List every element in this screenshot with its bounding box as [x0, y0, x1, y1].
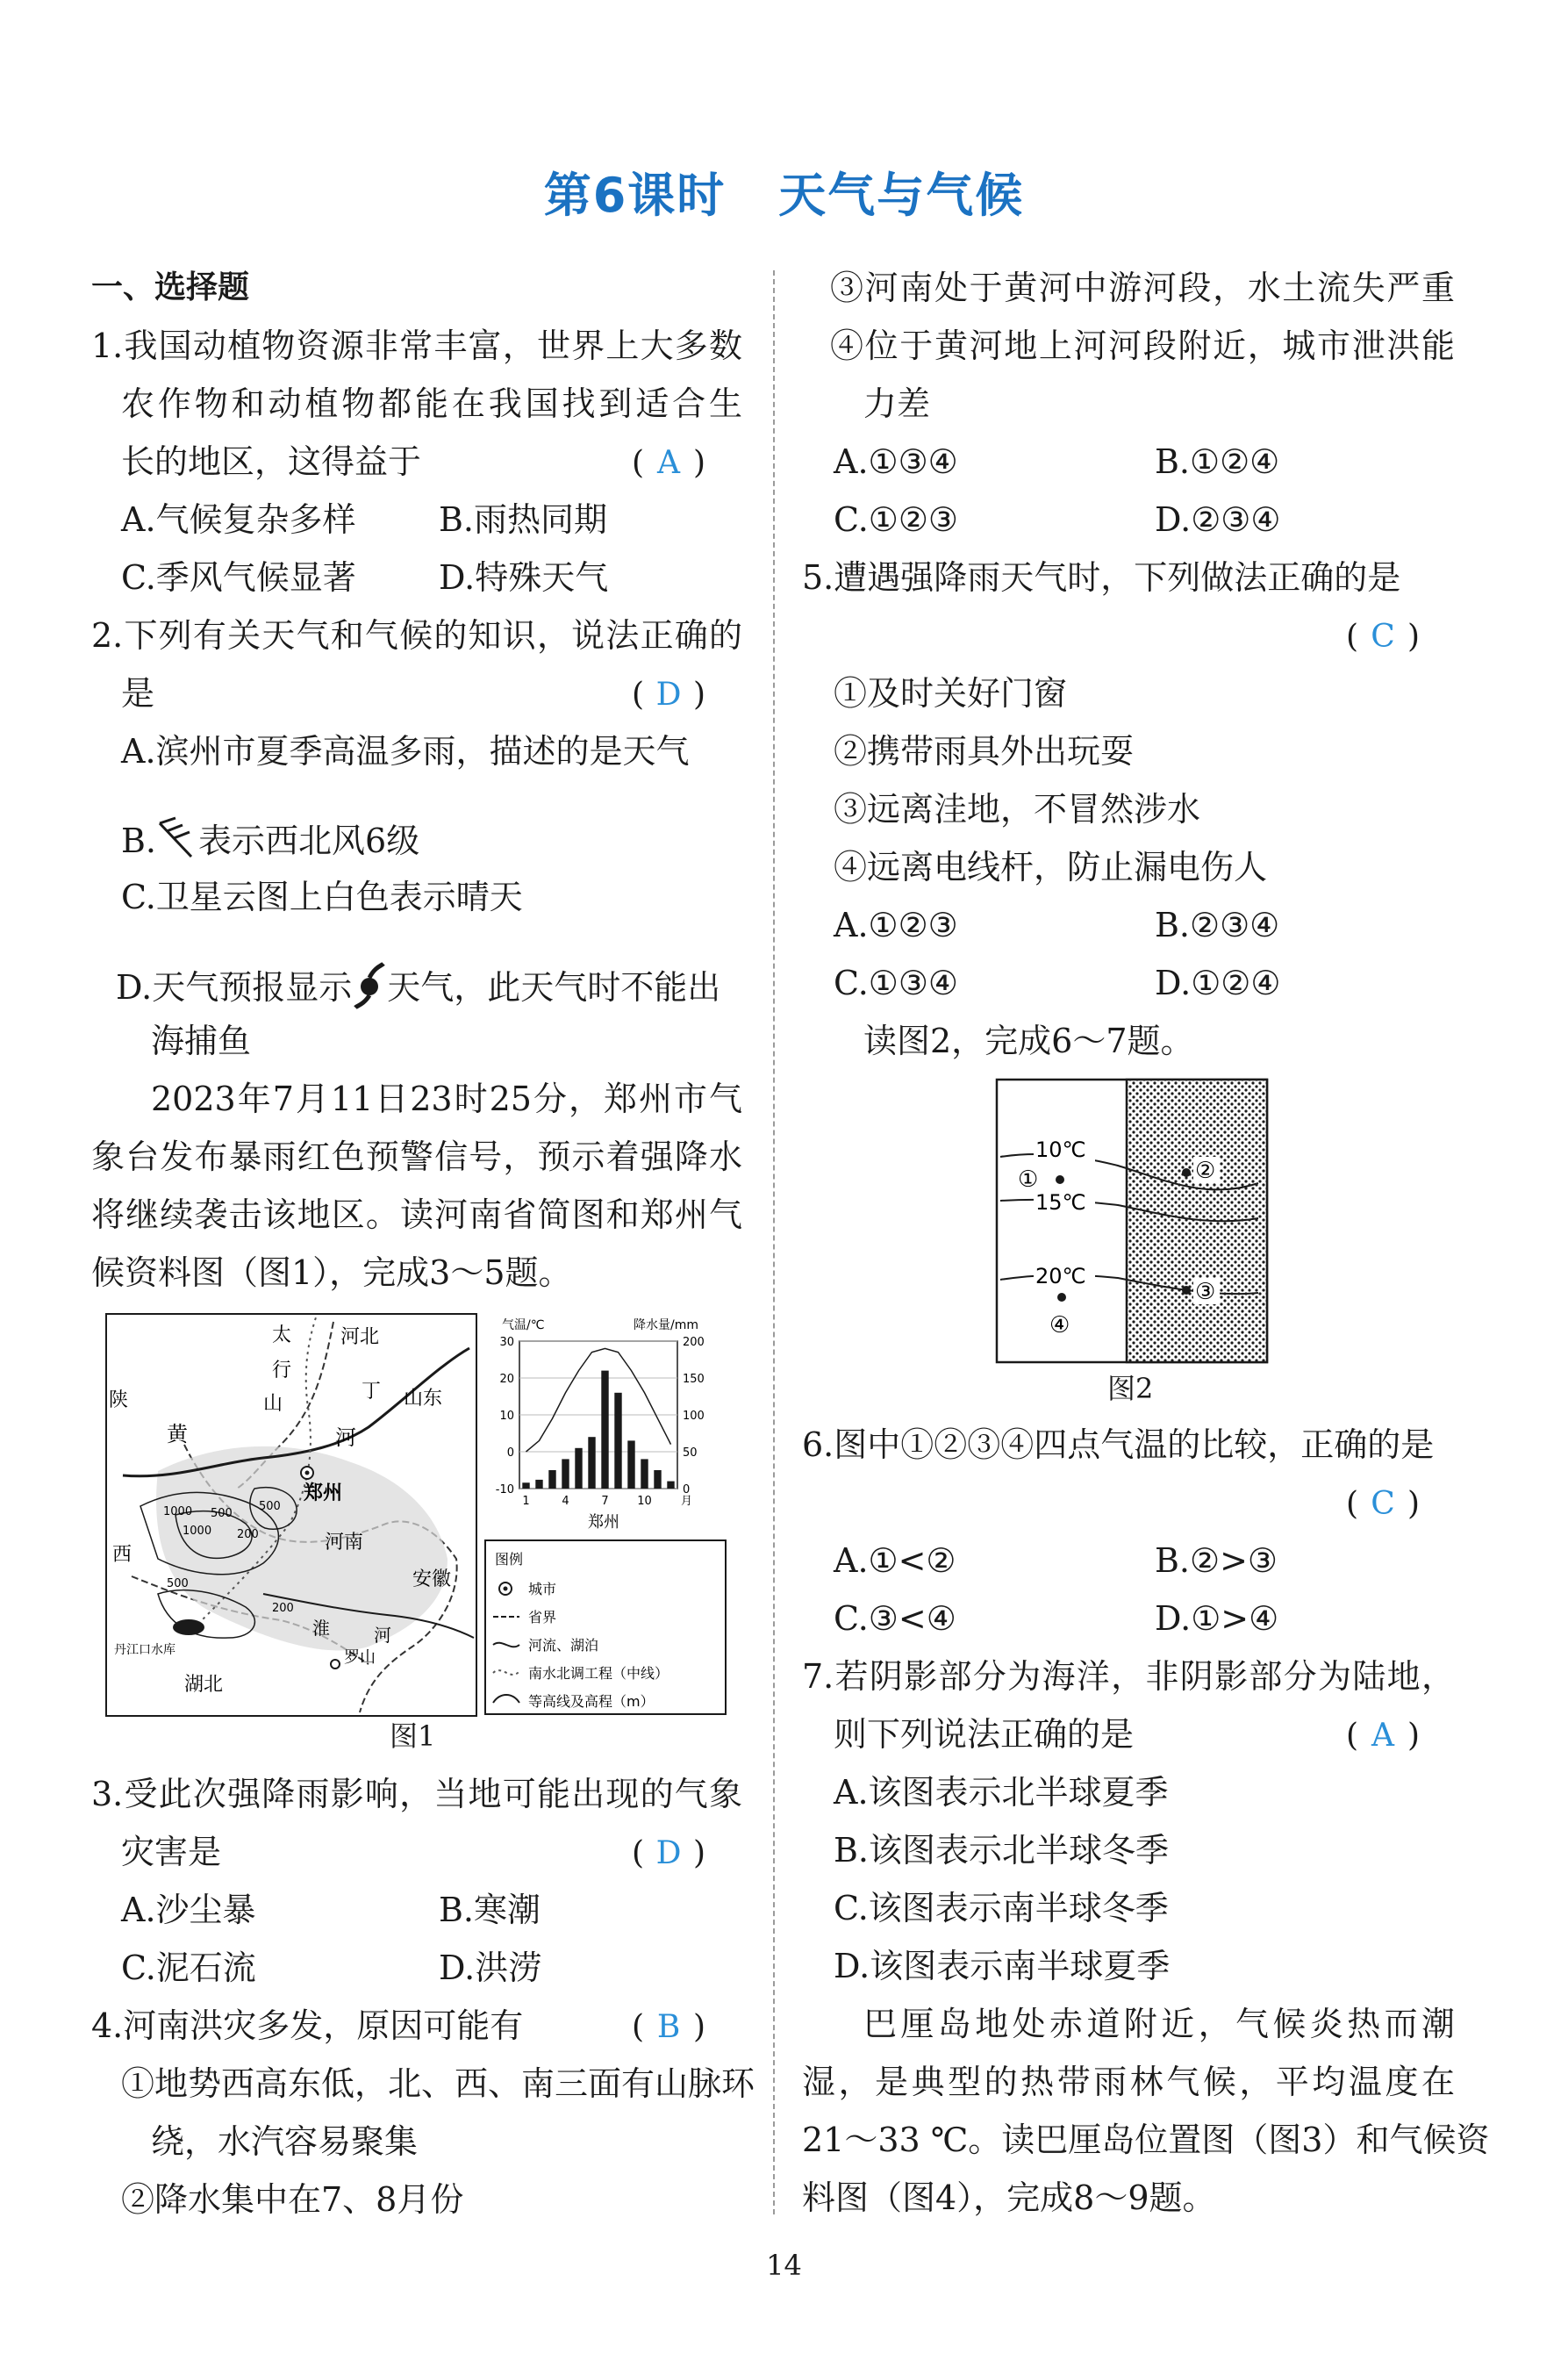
- q7-answer-bracket: ( A ): [1346, 1715, 1420, 1757]
- q4-statement-1-cont: 绕，水汽容易聚集: [151, 2122, 419, 2161]
- q3-option-c: C.泥石流: [121, 1949, 256, 1987]
- column-divider: [773, 270, 775, 2214]
- chart-bar-precipitation: [575, 1448, 582, 1489]
- q4-statement-1: ①地势西高东低，北、西、南三面有山脉环: [121, 2064, 755, 2103]
- chart-x-tick: 7: [601, 1495, 609, 1508]
- q2-option-b-text: 表示西北风6级: [198, 822, 420, 860]
- q4-statement-4: ④位于黄河地上河河段附近，城市泄洪能: [830, 327, 1455, 365]
- q5-option-a: A.①②③: [834, 906, 958, 944]
- q4-statement-3: ③河南处于黄河中游河段，水土流失严重: [830, 269, 1455, 307]
- chart-y-tick-temp: 10: [499, 1410, 514, 1423]
- q5-answer: C: [1371, 619, 1395, 655]
- chart-y-tick-temp: 20: [499, 1373, 514, 1386]
- passage1-line2: 象台发布暴雨红色预警信号，预示着强降水: [91, 1138, 742, 1176]
- chart-bar-precipitation: [654, 1470, 661, 1489]
- chart-x-tick: 10: [637, 1495, 652, 1508]
- q5-statement-1: ①及时关好门窗: [834, 674, 1068, 713]
- map-label-ding: 丁: [362, 1381, 382, 1403]
- ocean-shaded-area: [1127, 1080, 1267, 1362]
- map-label-huai: 淮: [312, 1618, 330, 1639]
- q1-stem-line2: 农作物和动植物都能在我国找到适合生: [121, 384, 742, 423]
- contour-label-500a: 500: [211, 1507, 233, 1520]
- q4-answer-bracket: ( B ): [632, 2006, 705, 2049]
- point-1: [1056, 1175, 1064, 1184]
- q3-option-a: A.沙尘暴: [121, 1891, 256, 1929]
- chart-bar-precipitation: [535, 1480, 542, 1489]
- chart-y-tick-prec: 50: [683, 1446, 698, 1460]
- isotherm-15: 15℃: [1035, 1190, 1086, 1215]
- q6-answer-bracket: ( C ): [1346, 1483, 1420, 1525]
- point-3-label: ③: [1195, 1279, 1216, 1305]
- map-legend: [484, 1539, 727, 1715]
- map-label-huai-he: 河: [374, 1625, 391, 1646]
- chart-bar-precipitation: [588, 1437, 595, 1489]
- figure-1-caption: 图1: [390, 1719, 436, 1753]
- map-label-tai: 太: [272, 1324, 292, 1346]
- map-label-shaan: 陕: [109, 1389, 129, 1411]
- q1-option-b: B.雨热同期: [439, 500, 608, 539]
- q2-option-d-prefix: D.天气预报显示: [116, 968, 353, 1007]
- q7-option-a: A.该图表示北半球夏季: [834, 1773, 1169, 1812]
- point-2: [1182, 1168, 1191, 1177]
- q1-answer: A: [657, 445, 681, 481]
- point-4: [1057, 1293, 1066, 1302]
- page-title: [0, 158, 1568, 226]
- typhoon-icon: [352, 962, 387, 1019]
- q5-option-c: C.①③④: [834, 964, 958, 1002]
- chart-y-tick-temp: 0: [506, 1446, 514, 1460]
- q3-answer-bracket: ( D ): [632, 1833, 705, 1875]
- q7-option-b: B.该图表示北半球冬季: [834, 1831, 1170, 1870]
- figure-2-caption: 图2: [1107, 1372, 1154, 1405]
- q7-option-d: D.该图表示南半球夏季: [834, 1947, 1171, 1985]
- chart-bar-precipitation: [562, 1459, 569, 1489]
- passage1-line1: 2023年7月11日23时25分，郑州市气: [151, 1080, 742, 1118]
- chart-bar-precipitation: [548, 1470, 555, 1489]
- contour-label-1000b: 1000: [183, 1525, 212, 1538]
- q5-stem: 5.遭遇强降雨天气时，下列做法正确的是: [802, 558, 1401, 597]
- q2-option-d-suffix: 天气，此天气时不能出: [387, 968, 721, 1007]
- q3-answer: D: [655, 1835, 682, 1871]
- point-4-label: ④: [1049, 1312, 1070, 1338]
- q5-option-d: D.①②④: [1155, 964, 1281, 1002]
- point-3: [1182, 1286, 1191, 1295]
- q6-option-b: B.②>③: [1155, 1541, 1278, 1580]
- q5-statement-4: ④远离电线杆，防止漏电伤人: [834, 848, 1268, 886]
- chart-bar-precipitation: [601, 1371, 608, 1489]
- chart-bar-precipitation: [667, 1482, 674, 1489]
- chart-line-temperature: [526, 1348, 671, 1452]
- q4-statement-2: ②降水集中在7、8月份: [121, 2180, 464, 2219]
- map-label-huang: 黄: [167, 1422, 188, 1446]
- q2-option-a: A.滨州市夏季高温多雨，描述的是天气: [121, 732, 690, 771]
- contour-label-200b: 200: [272, 1602, 294, 1615]
- chart-y-tick-prec: 150: [683, 1373, 705, 1386]
- q3-option-b: B.寒潮: [439, 1891, 541, 1929]
- map-label-luoshan: 罗山: [344, 1648, 376, 1667]
- figure-1: [105, 1313, 730, 1717]
- q2-option-d: [116, 962, 720, 1019]
- q2-answer-bracket: ( D ): [632, 674, 705, 716]
- q4-option-d: D.②③④: [1155, 500, 1281, 539]
- map-label-shandong: 山东: [404, 1388, 443, 1410]
- q2-option-b-prefix: B.: [121, 822, 157, 860]
- q1-stem-line3: 长的地区，这得益于: [121, 442, 422, 481]
- zhengzhou-climate-chart: [484, 1313, 730, 1534]
- contour-label-200a: 200: [237, 1528, 259, 1541]
- chart-y-label-prec: 降水量/mm: [634, 1318, 698, 1332]
- q1-option-c: C.季风气候显著: [121, 558, 356, 597]
- point-1-label: ①: [1018, 1166, 1039, 1193]
- q5-answer-bracket: ( C ): [1346, 616, 1420, 658]
- q1-answer-bracket: ( A ): [632, 442, 705, 484]
- contour-label-500b: 500: [259, 1500, 281, 1513]
- q4-option-a: A.①③④: [834, 442, 958, 481]
- isotherm-10: 10℃: [1035, 1138, 1086, 1162]
- legend-item-boundary: 省界: [528, 1609, 557, 1626]
- wind-barb-icon: [156, 816, 198, 872]
- q7-answer: A: [1371, 1718, 1395, 1754]
- page-number: 14: [766, 2249, 802, 2282]
- chart-y-tick-prec: 100: [683, 1410, 705, 1423]
- q1-stem-line1: 1.我国动植物资源非常丰富，世界上大多数: [91, 327, 742, 365]
- q4-answer: B: [656, 2009, 681, 2045]
- legend-item-river: 河流、湖泊: [528, 1637, 599, 1654]
- lesson-number: 第6课时: [543, 168, 727, 223]
- q5-option-b: B.②③④: [1155, 906, 1280, 944]
- q2-option-c: C.卫星云图上白色表示晴天: [121, 878, 523, 916]
- legend-item-contour: 等高线及高程（m）: [528, 1693, 655, 1710]
- map-label-anhui: 安徽: [412, 1568, 452, 1590]
- chart-y-tick-prec: 0: [683, 1483, 691, 1496]
- q7-option-c: C.该图表示南半球冬季: [834, 1889, 1169, 1927]
- q7-stem-line1: 7.若阴影部分为海洋，非阴影部分为陆地，: [802, 1657, 1455, 1696]
- contour-label-1000a: 1000: [163, 1505, 193, 1518]
- map-label-henan: 河南: [325, 1532, 364, 1554]
- q6-stem: 6.图中①②③④四点气温的比较，正确的是: [802, 1425, 1435, 1464]
- q7-stem-line2: 则下列说法正确的是: [834, 1715, 1135, 1754]
- q1-option-a: A.气候复杂多样: [121, 500, 356, 539]
- point-2-label: ②: [1195, 1158, 1216, 1184]
- passage1-line3: 将继续袭击该地区。读河南省简图和郑州气: [91, 1195, 742, 1234]
- chart-x-tick: 4: [562, 1495, 569, 1508]
- figure-2: [995, 1078, 1269, 1364]
- passage2-line2: 湿，是典型的热带雨林气候，平均温度在: [802, 2063, 1455, 2101]
- map-label-he: 河: [335, 1425, 356, 1450]
- isotherm-20: 20℃: [1035, 1264, 1086, 1288]
- lesson-topic: 天气与气候: [778, 168, 1025, 223]
- q4-statement-4-cont: 力差: [863, 384, 931, 423]
- map-label-shan-mountain: 山: [263, 1393, 283, 1415]
- q2-answer: D: [655, 677, 682, 713]
- map-label-hubei: 湖北: [184, 1674, 224, 1696]
- q3-option-d: D.洪涝: [439, 1949, 542, 1987]
- q2-option-d-line2: 海捕鱼: [151, 1022, 252, 1060]
- legend-item-canal: 南水北调工程（中线）: [528, 1665, 669, 1682]
- map-label-hang: 行: [272, 1360, 292, 1382]
- section-heading: 一、选择题: [91, 269, 250, 305]
- isotherm-diagram: [995, 1078, 1269, 1364]
- read-figure-2-instruction: 读图2，完成6～7题。: [863, 1022, 1194, 1060]
- chart-bar-precipitation: [641, 1459, 648, 1489]
- q6-answer: C: [1371, 1486, 1395, 1522]
- chart-y-label-temp: 气温/℃: [502, 1318, 545, 1332]
- chart-bar-precipitation: [614, 1393, 621, 1489]
- passage2-line1: 巴厘岛地处赤道附近，气候炎热而潮: [863, 2005, 1455, 2043]
- map-label-xi: 西: [112, 1544, 132, 1566]
- q3-stem-line2: 灾害是: [121, 1833, 222, 1871]
- chart-title: 郑州: [588, 1513, 619, 1532]
- q2-stem-line1: 2.下列有关天气和气候的知识，说法正确的: [91, 616, 742, 655]
- q4-option-b: B.①②④: [1155, 442, 1280, 481]
- q5-statement-3: ③远离洼地，不冒然涉水: [834, 790, 1201, 829]
- q5-statement-2: ②携带雨具外出玩耍: [834, 732, 1135, 771]
- chart-bar-precipitation: [627, 1440, 634, 1489]
- passage2-line4: 料图（图4），完成8～9题。: [802, 2178, 1216, 2217]
- q2-stem-line2: 是: [121, 674, 155, 713]
- chart-bar-precipitation: [522, 1482, 529, 1489]
- q3-stem-line1: 3.受此次强降雨影响，当地可能出现的气象: [91, 1775, 742, 1813]
- chart-y-tick-temp: -10: [495, 1483, 514, 1496]
- legend-title: 图例: [495, 1551, 524, 1568]
- q6-option-d: D.①>④: [1155, 1599, 1279, 1638]
- q1-option-d: D.特殊天气: [439, 558, 609, 597]
- legend-item-city: 城市: [528, 1581, 557, 1597]
- q6-option-a: A.①<②: [834, 1541, 956, 1580]
- map-label-danjiangkou: 丹江口水库: [114, 1643, 175, 1657]
- map-label-hebei: 河北: [340, 1326, 380, 1348]
- chart-y-tick-prec: 200: [683, 1336, 705, 1349]
- map-label-zhengzhou: 郑州: [304, 1482, 343, 1504]
- chart-x-tick: 月: [681, 1495, 693, 1508]
- contour-label-500c: 500: [167, 1577, 189, 1590]
- q4-option-c: C.①②③: [834, 500, 958, 539]
- passage2-line3: 21～33 ℃。读巴厘岛位置图（图3）和气候资: [802, 2121, 1490, 2159]
- q4-stem: 4.河南洪灾多发，原因可能有: [91, 2006, 524, 2045]
- q6-option-c: C.③<④: [834, 1599, 956, 1638]
- q2-option-b: [121, 816, 419, 872]
- passage1-line4: 候资料图（图1），完成3～5题。: [91, 1253, 572, 1292]
- chart-x-tick: 1: [522, 1495, 530, 1508]
- chart-y-tick-temp: 30: [499, 1336, 514, 1349]
